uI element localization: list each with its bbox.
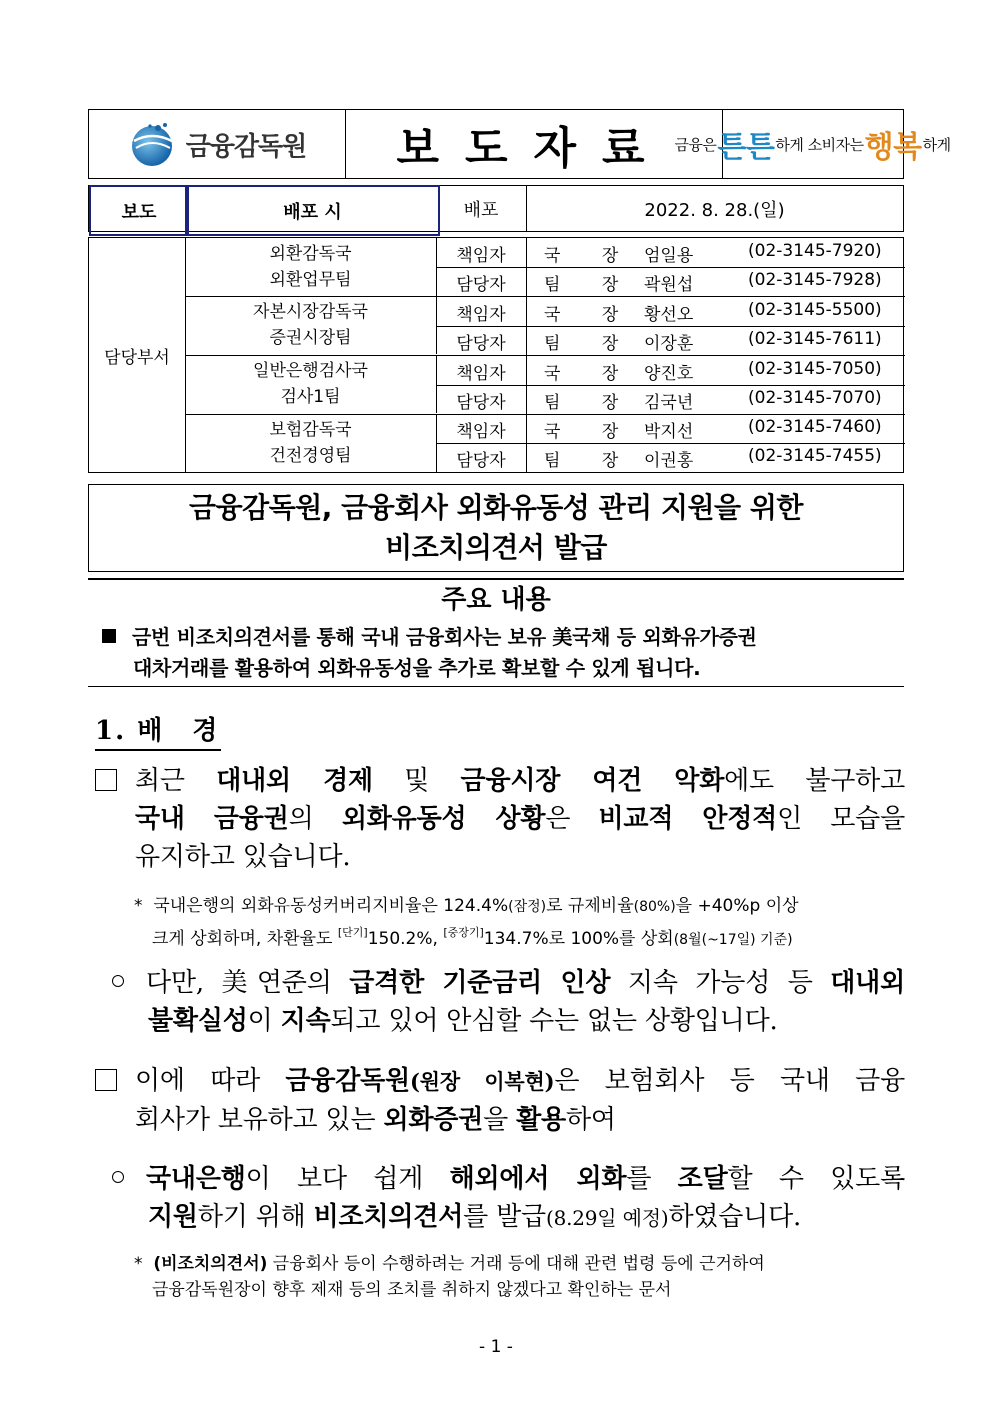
slogan-big2: 행복 [864,130,922,165]
dist-date: 2022. 8. 28.(일) [644,199,785,221]
slogan-cell [674,110,951,178]
text: [단기] [337,926,368,939]
report-value: 배포 시 [185,185,440,236]
text: 은 보험회사 등 국내 금융 [554,1066,906,1096]
text: 할 수 있도록 [727,1164,905,1194]
page-title: 보도자료 [396,123,671,174]
note-2: * (비조치의견서) 금융회사 등이 수행하려는 거래 등에 대해 관련 법령 등에 근거하여 금융감독원장이 향후 제재 등의 조치를 취하지 않겠다고 확인하는 문서 [134,1254,765,1300]
contact-row [436,238,905,267]
text: (8.29일 예정) [545,1206,669,1230]
title-cell [345,110,723,178]
text: 하였습니다. [668,1202,802,1232]
text-bold: 국내 금융권 [135,804,289,834]
text: 유지하고 있습니다. [135,842,351,872]
contact-role: 책임자 [456,422,506,442]
text-bold: 국내은행 [146,1164,246,1194]
checkbox-bullet-icon [95,769,117,791]
contact-name: 이장훈 [644,334,694,354]
contact-name: 김국년 [644,393,694,413]
logo-cell [89,110,346,178]
contact-row [436,297,905,326]
checkbox-bullet-icon [95,1069,117,1091]
contact-role: 담당자 [456,275,506,295]
text-bold: 대내외 [830,968,906,998]
contact-name: 곽원섭 [644,275,694,295]
text-bold: (원장 이복현) [410,1069,555,1094]
circle-bullet-icon [112,1171,124,1183]
contact-phone: (02-3145-5500) [748,300,882,320]
text: (8월(~17일) 기준) [673,932,793,948]
team-name: 검사1팀 [280,387,341,407]
text: 이 보다 쉽게 [245,1164,450,1194]
slogan-part3: 하게 [922,135,951,154]
fss-logo [128,121,307,167]
note-1: * 국내은행의 외화유동성커버리지비율은 124.4%(잠정)로 규제비율(80%)을 +40%p 이상 크게 상회하며, 차환율도 [단기]150.2%, [중장기]134.7%로 100%를 상회(8월(~17일) 기준) [134,896,799,949]
text: 의 [288,804,342,834]
contact-phone: (02-3145-7455) [748,446,882,466]
header-table [88,109,951,179]
contact-position: 팀 장 [544,451,637,471]
contact-phone: (02-3145-7928) [748,270,882,290]
text-bold: 급격한 기준금리 인상 [349,968,611,998]
headline-line1: 금융감독원, 금융회사 외화유동성 관리 지원을 위한 [189,491,803,524]
contact-position: 국 장 [544,305,637,325]
contact-phone: (02-3145-7920) [748,241,882,261]
text-bold: 비교적 안정적 [598,804,778,834]
contact-row [436,385,905,414]
section-heading: 1. 배 경 [95,710,221,751]
text: 최근 [135,766,217,796]
text-bold: 활용 [516,1105,566,1135]
team-name: 건전경영팀 [269,446,352,466]
square-bullet-icon [102,629,116,643]
team-cell [185,296,437,354]
text: 지속 가능성 등 [610,968,831,998]
contact-role: 담당자 [456,451,506,471]
text: 회사가 보유하고 있는 [135,1105,384,1135]
contact-name: 황선오 [644,305,694,325]
text: 로 규제비율 [546,896,634,916]
team-cell [185,238,437,296]
text-bold: 외화증권 [383,1105,484,1135]
contacts-label: 담당부서 [89,238,186,472]
contact-phone: (02-3145-7070) [748,388,882,408]
key-title: 주요 내용 [441,585,551,615]
text-bold: (비조치의견서) [153,1254,268,1274]
contact-row [436,267,905,296]
dept-name: 보험감독국 [269,420,352,440]
key-line2: 대차거래를 활용하여 외화유동성을 추가로 확보할 수 있게 됩니다. [133,656,701,680]
contact-row [436,443,905,472]
report-label: 보도 [89,185,189,236]
text: 이 [247,1006,281,1036]
page-number: - 1 - [479,1337,513,1357]
contact-position: 팀 장 [544,334,637,354]
headline-box [88,484,904,572]
contact-row [436,414,905,443]
team-name: 증권시장팀 [269,328,352,348]
text: 이에 따라 [135,1066,286,1096]
contact-position: 팀 장 [544,393,637,413]
text: 다만, 美연준의 [146,968,350,998]
text: (잠정) [508,899,547,915]
dept-name: 자본시장감독국 [253,302,368,322]
contact-role: 책임자 [456,305,506,325]
text: 하여 [565,1105,616,1135]
slogan [674,122,950,166]
text: 국내은행의 외화유동성커버리지비율은 124.4% [153,896,509,916]
text: 인 모습을 [777,804,905,834]
text-bold: 해외에서 외화 [449,1164,627,1194]
team-name: 외환업무팀 [269,270,352,290]
contact-row [436,356,905,385]
text-bold: 조달 [677,1164,728,1194]
fss-emblem-icon [128,121,178,167]
text: 금융감독원장이 향후 제재 등의 조치를 취하지 않겠다고 확인하는 문서 [152,1280,672,1300]
text: 되고 있어 안심할 수는 없는 상황입니다. [330,1006,778,1036]
headline-line2: 비조치의견서 발급 [385,531,607,564]
logo-text: 금융감독원 [185,131,307,162]
text-bold: 지속 [280,1006,331,1036]
team-cell [185,414,437,472]
team-cell [185,355,437,413]
text: 을 [483,1105,517,1135]
text-bold: 금융감독원 [285,1066,411,1096]
paragraph-2 [112,964,905,1040]
text: 134.7%로 100%를 상회 [483,929,674,949]
contact-name: 박지선 [644,422,694,442]
paragraph-1 [95,762,905,876]
contact-name: 양진호 [644,364,694,384]
contact-role: 담당자 [456,393,506,413]
contact-position: 팀 장 [544,275,637,295]
text-bold: 지원 [148,1202,198,1232]
contact-row [436,326,905,355]
dept-name: 외환감독국 [269,244,352,264]
slogan-part1: 금융은 [674,135,717,154]
slogan-big1: 튼튼 [717,130,775,165]
contact-role: 책임자 [456,364,506,384]
text-bold: 비조치의견서 [313,1202,464,1232]
circle-bullet-icon [112,975,124,987]
key-line1: 금번 비조치의견서를 통해 국내 금융회사는 보유 美국채 등 외화유가증권 [132,625,757,649]
text-bold: 불확실성 [148,1006,248,1036]
key-summary [102,622,902,684]
text: 금융회사 등이 수행하려는 거래 등에 대해 관련 법령 등에 근거하여 [267,1254,765,1274]
contact-name: 엄일용 [644,246,694,266]
text: 150.2%, [367,929,444,949]
key-bottom-rule [88,686,904,687]
contact-role: 담당자 [456,334,506,354]
text: 은 [545,804,599,834]
contact-phone: (02-3145-7050) [748,359,882,379]
text: 을 +40%p 이상 [675,896,799,916]
text-bold: 금융시장 여건 악화 [460,766,725,796]
paragraph-4 [112,1160,905,1237]
contacts-table [88,237,904,473]
text: (80%) [633,899,676,915]
paragraph-3 [95,1062,905,1139]
text: 크게 상회하며, 차환율도 [152,929,338,949]
text: 에도 불구하고 [724,766,905,796]
slogan-part2: 하게 소비자는 [775,135,864,154]
distribution-row [88,185,904,232]
text: 를 [626,1164,678,1194]
text: 를 발급 [463,1202,546,1232]
contact-position: 국 장 [544,246,637,266]
text: 및 [372,766,461,796]
contact-name: 이권홍 [644,451,694,471]
text: 하기 위해 [197,1202,314,1232]
contact-position: 국 장 [544,422,637,442]
dept-name: 일반은행검사국 [253,361,368,381]
dist-label: 배포 [436,186,527,231]
text: [중장기] [443,926,484,939]
text-bold: 대내외 경제 [216,766,373,796]
text-bold: 외화유동성 상황 [341,804,546,834]
contact-phone: (02-3145-7460) [748,417,882,437]
contact-phone: (02-3145-7611) [748,329,882,349]
contact-role: 책임자 [456,246,506,266]
contact-position: 국 장 [544,364,637,384]
